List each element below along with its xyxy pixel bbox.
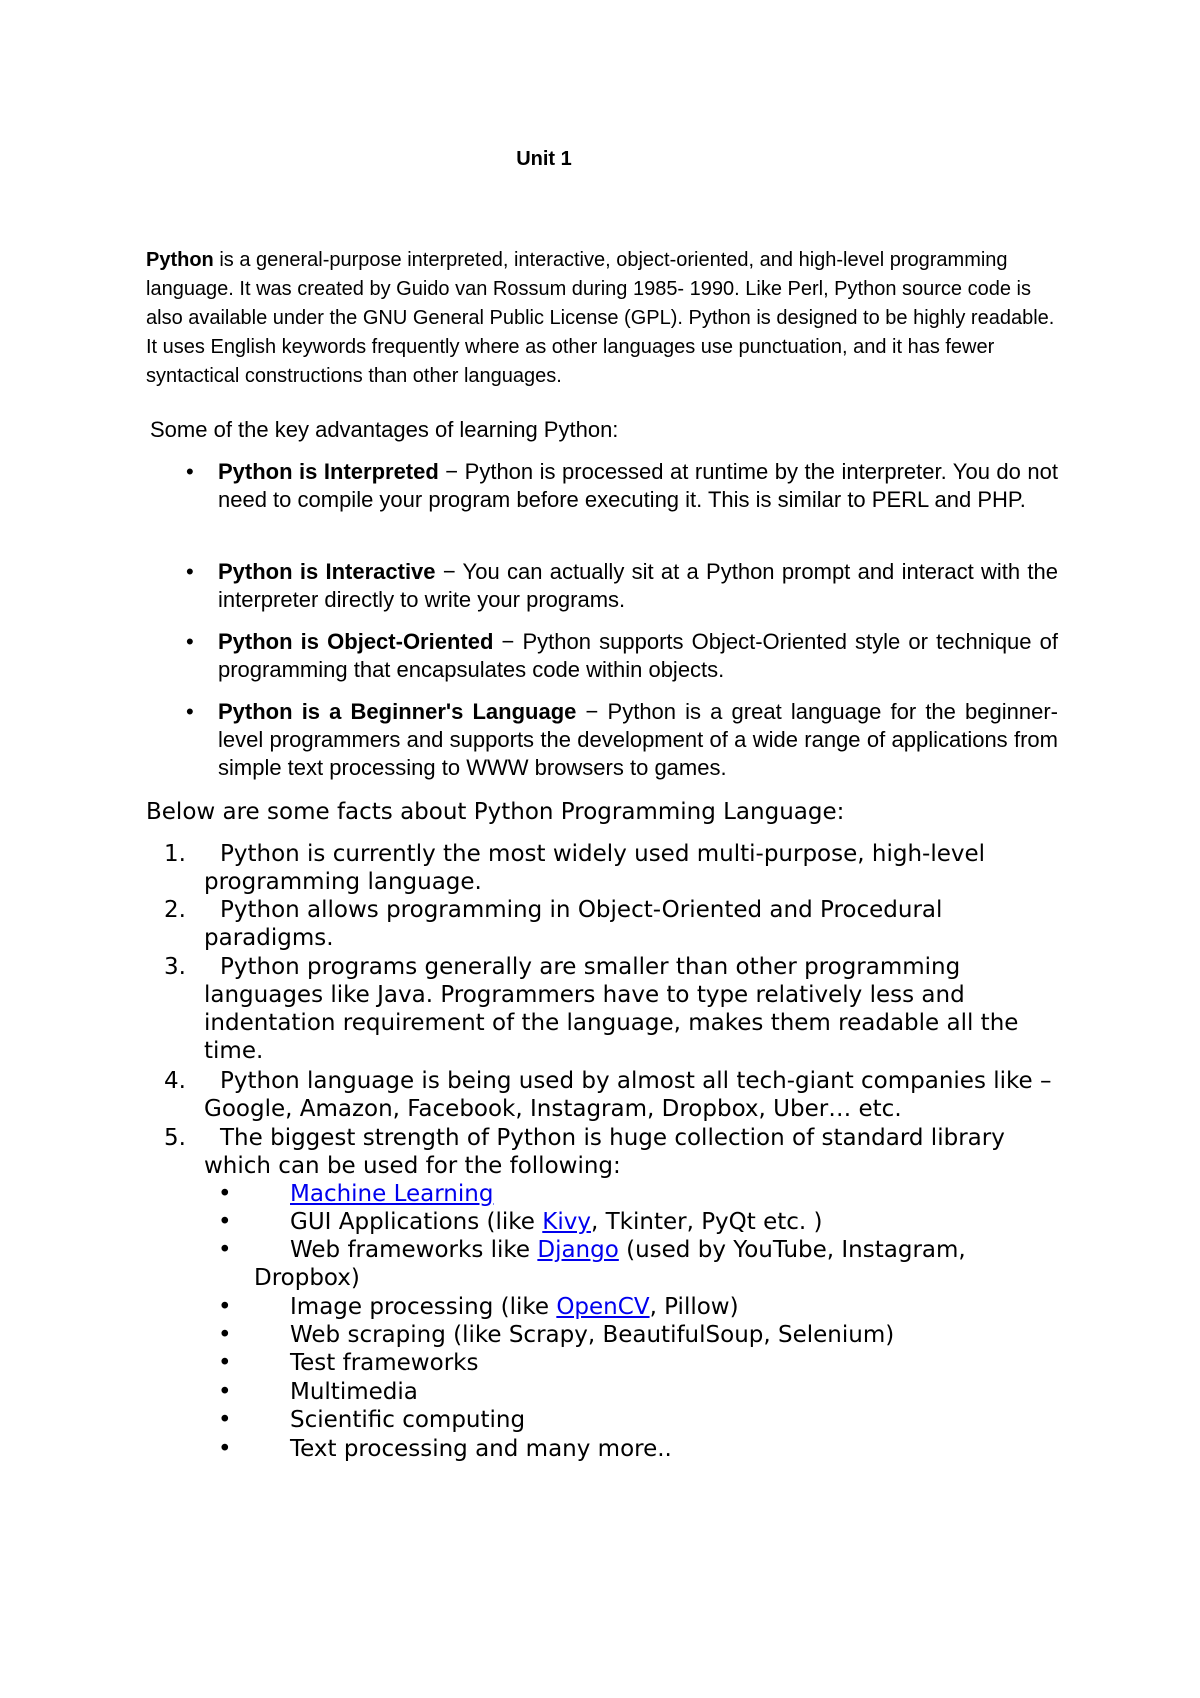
advantage-heading: Python is Interactive bbox=[218, 559, 436, 584]
library-use-text: Web frameworks like bbox=[290, 1237, 538, 1263]
fact-text: Python allows programming in Object-Oriented and Procedural paradigms. bbox=[204, 897, 943, 951]
fact-item bbox=[164, 896, 1064, 952]
advantage-item-interpreted bbox=[186, 458, 1058, 514]
fact-item bbox=[164, 1124, 1064, 1180]
library-use-item bbox=[218, 1378, 1078, 1406]
advantage-heading: Python is Object-Oriented bbox=[218, 629, 494, 654]
fact-item bbox=[164, 953, 1064, 1065]
advantage-text: − You can actually sit at a Python prompt and interact with the interpreter directly to write your programs. bbox=[218, 559, 1058, 612]
bullet-icon: • bbox=[218, 1322, 232, 1348]
fact-text: Python is currently the most widely used multi-purpose, high-level programming language. bbox=[204, 841, 986, 895]
library-use-item bbox=[218, 1349, 1078, 1377]
library-use-text: GUI Applications (like bbox=[290, 1209, 543, 1235]
opencv-link[interactable]: OpenCV bbox=[556, 1294, 650, 1320]
intro-paragraph bbox=[146, 246, 1068, 391]
library-use-item bbox=[218, 1321, 1078, 1349]
library-use-text: Web scraping (like Scrapy, BeautifulSoup, Selenium) bbox=[290, 1322, 895, 1348]
bullet-icon: • bbox=[186, 629, 194, 654]
fact-item bbox=[164, 1067, 1064, 1123]
fact-item bbox=[164, 840, 1064, 896]
intro-bold-term: Python bbox=[146, 249, 214, 271]
library-use-text: , Tkinter, PyQt etc. ) bbox=[590, 1209, 823, 1235]
library-use-item bbox=[218, 1208, 1078, 1236]
fact-number: 5. bbox=[164, 1125, 186, 1151]
facts-heading: Below are some facts about Python Programming Language: bbox=[146, 799, 845, 825]
intro-text: is a general-purpose interpreted, interactive, object-oriented, and high-level programming language. It was created by Guido van Rossum during 1985- 1990. Like Perl, Python source code is also available under the GNU General Public License (GPL). Python is designed to be highly readable. It uses English keywords frequently where as other languages use punctuation, and it has fewer syntactical constructions than other languages. bbox=[146, 249, 1055, 387]
fact-number: 4. bbox=[164, 1068, 186, 1094]
library-use-text: Test frameworks bbox=[290, 1350, 479, 1376]
library-use-item bbox=[218, 1406, 1078, 1434]
library-use-text: Image processing (like bbox=[290, 1294, 557, 1320]
library-use-text: Scientific computing bbox=[290, 1407, 526, 1433]
page-title: Unit 1 bbox=[516, 148, 572, 170]
library-use-item bbox=[218, 1236, 1078, 1292]
library-use-item bbox=[218, 1293, 1078, 1321]
advantage-heading: Python is a Beginner's Language bbox=[218, 699, 577, 724]
advantage-text: − Python is processed at runtime by the interpreter. You do not need to compile your program before executing it. This is similar to PERL and PHP. bbox=[218, 459, 1058, 512]
bullet-icon: • bbox=[218, 1181, 232, 1207]
library-use-text: Multimedia bbox=[290, 1379, 418, 1405]
library-use-text: Text processing and many more.. bbox=[290, 1436, 672, 1462]
advantages-lead: Some of the key advantages of learning Python: bbox=[150, 417, 619, 442]
bullet-icon: • bbox=[186, 559, 194, 584]
fact-number: 1. bbox=[164, 841, 186, 867]
kivy-link[interactable]: Kivy bbox=[542, 1209, 591, 1235]
library-use-text: , Pillow) bbox=[649, 1294, 739, 1320]
bullet-icon: • bbox=[218, 1407, 232, 1433]
library-use-item bbox=[218, 1435, 1078, 1463]
bullet-icon: • bbox=[218, 1436, 232, 1462]
advantage-text: − Python is a great language for the beginner-level programmers and supports the development of a wide range of applications from simple text processing to WWW browsers to games. bbox=[218, 699, 1058, 780]
bullet-icon: • bbox=[218, 1237, 232, 1263]
bullet-icon: • bbox=[186, 459, 194, 484]
advantage-item-object-oriented bbox=[186, 628, 1058, 684]
advantage-item-interactive bbox=[186, 558, 1058, 614]
bullet-icon: • bbox=[218, 1350, 232, 1376]
fact-text: Python language is being used by almost all tech-giant companies like – Google, Amazon, Facebook, Instagram, Dropbox, Uber… etc. bbox=[204, 1068, 1052, 1122]
library-use-text: (used by YouTube, Instagram, Dropbox) bbox=[254, 1237, 966, 1291]
fact-text: The biggest strength of Python is huge collection of standard library which can be used for the following: bbox=[204, 1125, 1005, 1179]
fact-text: Python programs generally are smaller than other programming languages like Java. Programmers have to type relatively less and indentation requirement of the language, makes them readable all the time. bbox=[204, 954, 1019, 1064]
bullet-icon: • bbox=[218, 1294, 232, 1320]
bullet-icon: • bbox=[218, 1379, 232, 1405]
fact-number: 2. bbox=[164, 897, 186, 923]
bullet-icon: • bbox=[218, 1209, 232, 1235]
advantage-item-beginner bbox=[186, 698, 1058, 782]
advantage-text: − Python supports Object-Oriented style or technique of programming that encapsulates code within objects. bbox=[218, 629, 1058, 682]
library-use-item bbox=[218, 1180, 1078, 1208]
machine-learning-link[interactable]: Machine Learning bbox=[290, 1181, 494, 1207]
advantage-heading: Python is Interpreted bbox=[218, 459, 439, 484]
fact-number: 3. bbox=[164, 954, 186, 980]
bullet-icon: • bbox=[186, 699, 194, 724]
django-link[interactable]: Django bbox=[537, 1237, 619, 1263]
